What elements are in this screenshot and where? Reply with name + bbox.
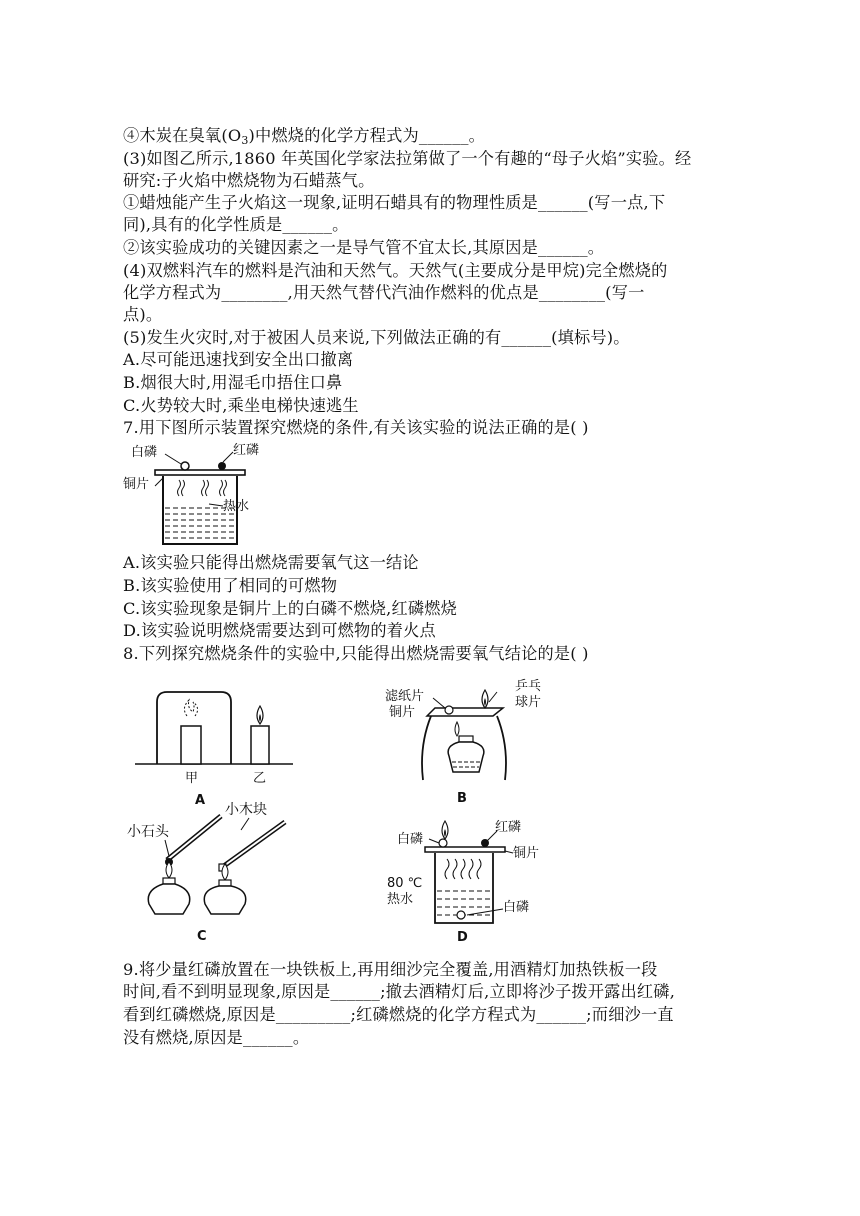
q9-line1: 9.将少量红磷放置在一块铁板上,再用细沙完全覆盖,用酒精灯加热铁板一段 <box>123 960 658 979</box>
q8d-label-copper: 铜片 <box>513 846 540 861</box>
q8d-label-hot-water: 热水 <box>387 892 414 907</box>
q8-figure-c <box>125 800 305 945</box>
white-phosphorus <box>181 462 189 470</box>
q8d-label: D <box>457 930 468 945</box>
q6-part5-option-c: C.火势较大时,乘坐电梯快速逃生 <box>123 396 359 415</box>
q6-part3-item1-line2: 同),具有的化学性质是______。 <box>123 215 349 234</box>
q8d-label-temp: 80 ℃ <box>387 876 423 891</box>
q7-label-hot-water: 热水 <box>223 499 250 514</box>
q7-stem: 7.用下图所示装置探究燃烧的条件,有关该实验的说法正确的是( ) <box>123 418 589 437</box>
q8b-label-pingpong-1: 乒乓 <box>515 679 542 694</box>
q7-label-white-p: 白磷 <box>131 445 158 460</box>
q6-part3-item2: ②该实验成功的关键因素之一是导气管不宜太长,其原因是______。 <box>123 238 605 257</box>
q8-figure-a <box>135 686 295 806</box>
q8b-label: B <box>457 791 467 806</box>
q8d-label-white-p-2: 白磷 <box>503 900 530 915</box>
q6-part4-line3: 点)。 <box>123 305 163 324</box>
q6-part5-option-b: B.烟很大时,用湿毛巾捂住口鼻 <box>123 373 343 392</box>
q8c-label-stone: 小石头 <box>127 824 169 840</box>
q8b-label-filter: 滤纸片 <box>385 689 425 704</box>
q8-figure-b <box>385 676 585 806</box>
q6-part5-stem: (5)发生火灾时,对于被困人员来说,下列做法正确的有______(填标号)。 <box>123 328 630 347</box>
q7-option-a: A.该实验只能得出燃烧需要氧气这一结论 <box>123 553 419 572</box>
q7-figure <box>123 440 260 550</box>
q8-figure-d <box>385 815 585 945</box>
red-phosphorus <box>218 462 226 470</box>
q8c-label: C <box>197 929 207 944</box>
q8a-label: A <box>195 793 206 808</box>
q6-part3-item1-line1: ①蜡烛能产生子火焰这一现象,证明石蜡具有的物理性质是______(写一点,下 <box>123 193 666 212</box>
q8d-label-red-p: 红磷 <box>495 820 522 835</box>
q6-part3-line2: 研究:子火焰中燃烧物为石蜡蒸气。 <box>123 171 375 190</box>
q9-line2: 时间,看不到明显现象,原因是______;撤去酒精灯后,立即将沙子拨开露出红磷, <box>123 982 676 1001</box>
q7-option-d: D.该实验说明燃烧需要达到可燃物的着火点 <box>123 621 436 640</box>
q7-label-copper: 铜片 <box>123 477 150 492</box>
q6-part5-option-a: A.尽可能迅速找到安全出口撤离 <box>123 350 354 369</box>
q7-option-b: B.该实验使用了相同的可燃物 <box>123 576 338 595</box>
q6-part3-line1: (3)如图乙所示,1860 年英国化学家法拉第做了一个有趣的“母子火焰”实验。经 <box>123 149 692 168</box>
q9-line3: 看到红磷燃烧,原因是_________;红磷燃烧的化学方程式为______;而细沙一直 <box>123 1005 674 1024</box>
q6-item-4: ④木炭在臭氧$(O_3)$中燃烧的化学方程式为______。 <box>123 126 486 147</box>
q8a-label-yi: 乙 <box>253 771 267 786</box>
q8a-label-jia: 甲 <box>185 771 199 786</box>
q8d-label-white-p: 白磷 <box>397 832 424 847</box>
q6-part4-line2: 化学方程式为________,用天然气替代汽油作燃料的优点是________(写一 <box>123 283 645 302</box>
q7-option-c: C.该实验现象是铜片上的白磷不燃烧,红磷燃烧 <box>123 599 458 618</box>
q9-line4: 没有燃烧,原因是______。 <box>123 1028 310 1047</box>
q7-label-red-p: 红磷 <box>233 443 260 458</box>
q8b-label-pingpong-2: 球片 <box>515 695 542 710</box>
q8c-label-wood: 小木块 <box>225 802 267 818</box>
q6-part4-line1: (4)双燃料汽车的燃料是汽油和天然气。天然气(主要成分是甲烷)完全燃烧的 <box>123 261 668 280</box>
q8-stem: 8.下列探究燃烧条件的实验中,只能得出燃烧需要氧气结论的是( ) <box>123 644 589 663</box>
q8b-label-copper: 铜片 <box>389 705 416 720</box>
